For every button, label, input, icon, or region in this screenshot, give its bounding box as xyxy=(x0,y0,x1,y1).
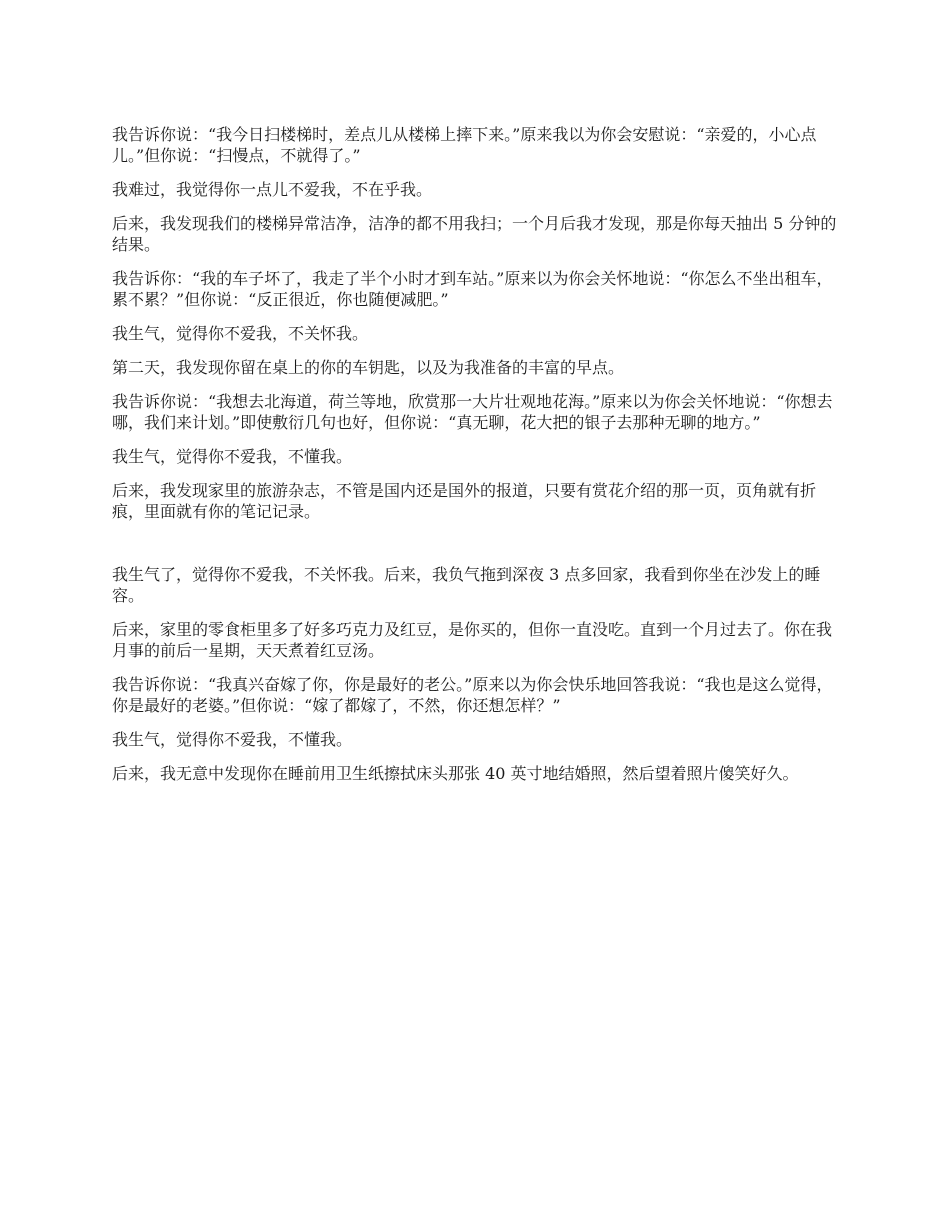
paragraph: 我生气，觉得你不爱我，不懂我。 xyxy=(112,730,353,749)
paragraph: 我难过，我觉得你一点儿不爱我，不在乎我。 xyxy=(112,180,433,199)
paragraph: 后来，我发现我们的楼梯异常洁净，洁净的都不用我扫；一个月后我才发现，那是你每天抽出 5 分钟的结果。 xyxy=(112,214,837,254)
paragraph: 我告诉你说：“我想去北海道，荷兰等地，欣赏那一大片壮观地花海。”原来以为你会关怀地说：“你想去哪，我们来计划。”即使敷衍几句也好，但你说：“真无聊，花大把的银子去那种无聊的地方。” xyxy=(112,392,833,432)
paragraph: 我告诉你说：“我今日扫楼梯时，差点儿从楼梯上摔下来。”原来我以为你会安慰说：“亲爱的，小心点儿。”但你说：“扫慢点，不就得了。” xyxy=(112,125,817,165)
paragraph: 第二天，我发现你留在桌上的你的车钥匙，以及为我准备的丰富的早点。 xyxy=(112,358,625,377)
paragraph: 我告诉你：“我的车子坏了，我走了半个小时才到车站。”原来以为你会关怀地说：“你怎么不坐出租车，累不累？”但你说：“反正很近，你也随便减肥。” xyxy=(112,269,833,309)
paragraph: 我生气，觉得你不爱我，不懂我。 xyxy=(112,447,353,466)
paragraph: 我生气了，觉得你不爱我，不关怀我。后来，我负气拖到深夜 3 点多回家，我看到你坐在沙发上的睡容。 xyxy=(112,565,821,605)
paragraph: 我告诉你说：“我真兴奋嫁了你，你是最好的老公。”原来以为你会快乐地回答我说：“我也是这么觉得，你是最好的老婆。”但你说：“嫁了都嫁了，不然，你还想怎样？” xyxy=(112,675,833,715)
paragraph: 后来，我发现家里的旅游杂志，不管是国内还是国外的报道，只要有赏花介绍的那一页，页角就有折痕，里面就有你的笔记记录。 xyxy=(112,481,817,521)
paragraph: 我生气，觉得你不爱我，不关怀我。 xyxy=(112,324,369,343)
paragraph: 后来，我无意中发现你在睡前用卫生纸擦拭床头那张 40 英寸地结婚照，然后望着照片傻笑好久。 xyxy=(112,764,799,783)
document-body xyxy=(112,124,842,797)
paragraph: 后来，家里的零食柜里多了好多巧克力及红豆，是你买的，但你一直没吃。直到一个月过去了。你在我月事的前后一星期，天天煮着红豆汤。 xyxy=(112,620,833,660)
